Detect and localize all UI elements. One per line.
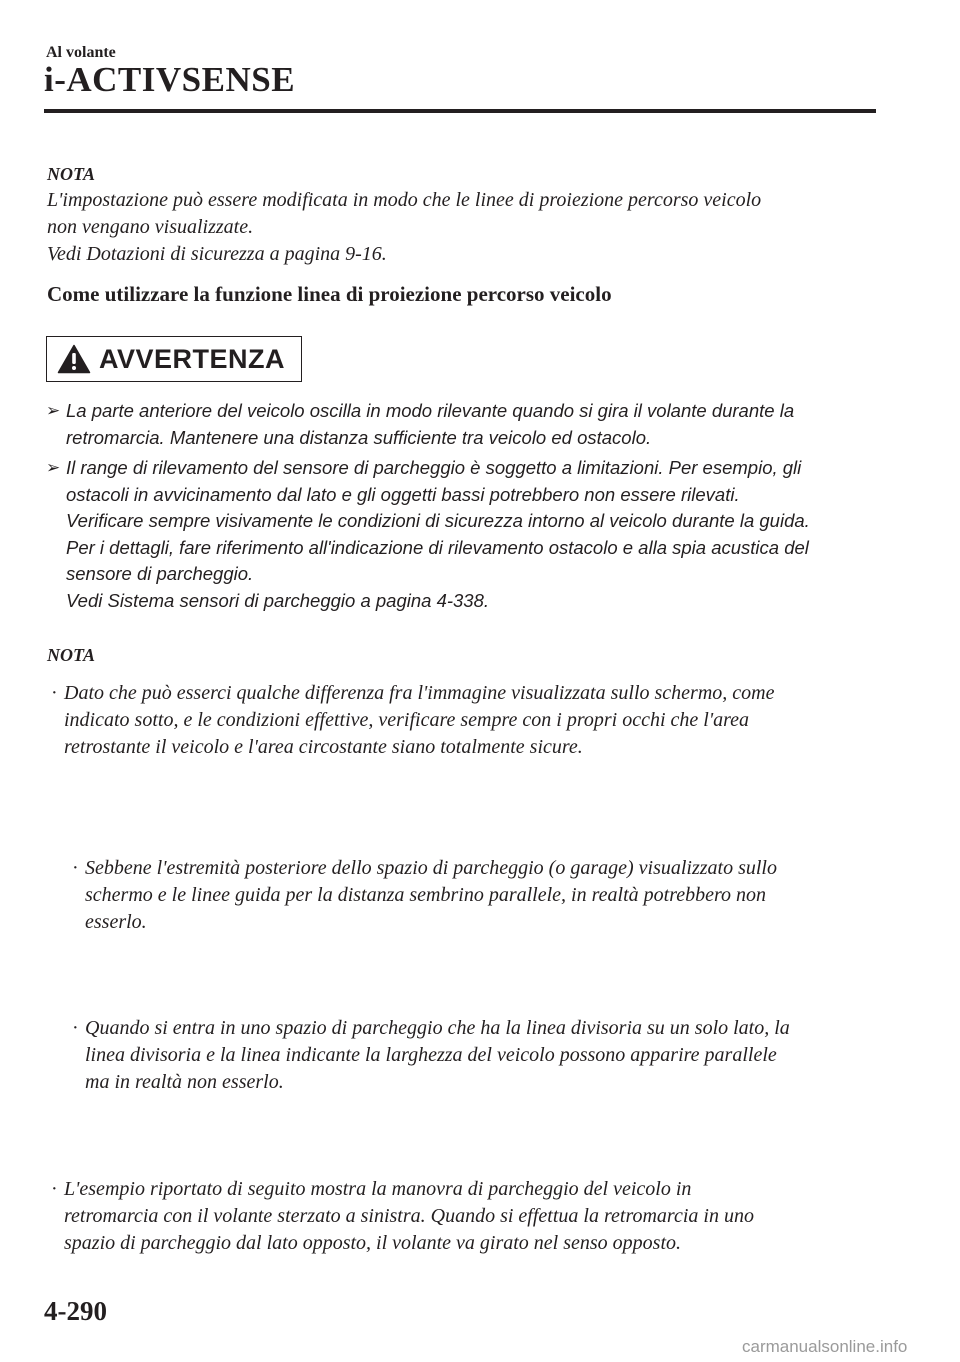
note-line: linea divisoria e la linea indicante la larghezza del veicolo possono apparire parallele (85, 1044, 777, 1066)
warning-line: sensore di parcheggio. (66, 563, 254, 584)
note-line: Quando si entra in uno spazio di parcheggio che ha la linea divisoria su un solo lato, la (85, 1017, 790, 1039)
bullet-dot-icon: · (51, 1178, 58, 1200)
chapter-title: i-ACTIVSENSE (44, 60, 296, 99)
note-line: schermo e le linee guida per la distanza sembrino parallele, in realtà potrebbero non (85, 884, 767, 906)
arrow-bullet-icon: ➢ (46, 458, 61, 477)
note-line: esserlo. (85, 911, 147, 933)
bullet-dot-icon: · (72, 1017, 79, 1039)
warning-label: AVVERTENZA (99, 343, 286, 374)
note-heading: NOTA (47, 645, 96, 665)
warning-item (46, 398, 886, 451)
warning-list (46, 398, 886, 614)
warning-line: Verificare sempre visivamente le condizioni di sicurezza intorno al veicolo durante la guida. (66, 510, 810, 531)
note-line: L'esempio riportato di seguito mostra la manovra di parcheggio del veicolo in (64, 1178, 692, 1200)
arrow-bullet-icon: ➢ (46, 401, 61, 420)
note-heading: NOTA (47, 164, 96, 184)
note-line: retromarcia con il volante sterzato a sinistra. Quando si effettua la retromarcia in uno (64, 1205, 754, 1227)
warning-line: ostacoli in avvicinamento dal lato e gli oggetti bassi potrebbero non essere rilevati. (66, 483, 740, 505)
note-line: Dato che può esserci qualche differenza fra l'immagine visualizzata sullo schermo, come (64, 682, 775, 704)
warning-line: Per i dettagli, fare riferimento all'indicazione di rilevamento ostacolo e alla spia acustica del (66, 536, 809, 558)
warning-triangle-icon (57, 344, 91, 374)
warning-label-box (46, 336, 302, 382)
warning-line: retromarcia. Mantenere una distanza sufficiente tra veicolo ed ostacolo. (66, 426, 652, 448)
section-subheading: Come utilizzare la funzione linea di proiezione percorso veicolo (47, 282, 612, 306)
warning-line: Vedi Sistema sensori di parcheggio a pagina 4-338. (66, 589, 490, 611)
warning-line: La parte anteriore del veicolo oscilla in modo rilevante quando si gira il volante durante la (66, 400, 795, 421)
section-label: Al volante (46, 44, 116, 61)
note-line: Vedi Dotazioni di sicurezza a pagina 9-16. (47, 243, 387, 265)
note-line: spazio di parcheggio dal lato opposto, il volante va girato nel senso opposto. (64, 1232, 682, 1254)
note-bullet (47, 1176, 960, 1257)
note-bullet (47, 680, 960, 761)
warning-line: Il range di rilevamento del sensore di parcheggio è soggetto a limitazioni. Per esempio, gli (66, 457, 802, 478)
note-line: L'impostazione può essere modificata in modo che le linee di proiezione percorso veicolo (47, 189, 762, 211)
note-block-1 (47, 164, 877, 268)
note-line: ma in realtà non esserlo. (85, 1071, 284, 1093)
warning-item (46, 455, 886, 614)
note-sub-bullet (68, 1015, 960, 1096)
note-line: indicato sotto, e le condizioni effettive, verificare sempre con i propri occhi che l'area (64, 709, 750, 731)
bullet-dot-icon: · (51, 682, 58, 704)
note-line: retrostante il veicolo e l'area circostante siano totalmente sicure. (64, 736, 583, 758)
note-sub-bullet (68, 855, 960, 936)
header-divider (44, 109, 876, 113)
note-line: non vengano visualizzate. (47, 216, 254, 238)
watermark: carmanualsonline.info (742, 1337, 908, 1356)
note-line: Sebbene l'estremità posteriore dello spazio di parcheggio (o garage) visualizzato sullo (85, 857, 777, 879)
bullet-dot-icon: · (72, 857, 79, 879)
page-number: 4-290 (44, 1296, 107, 1326)
note-text (47, 187, 877, 268)
